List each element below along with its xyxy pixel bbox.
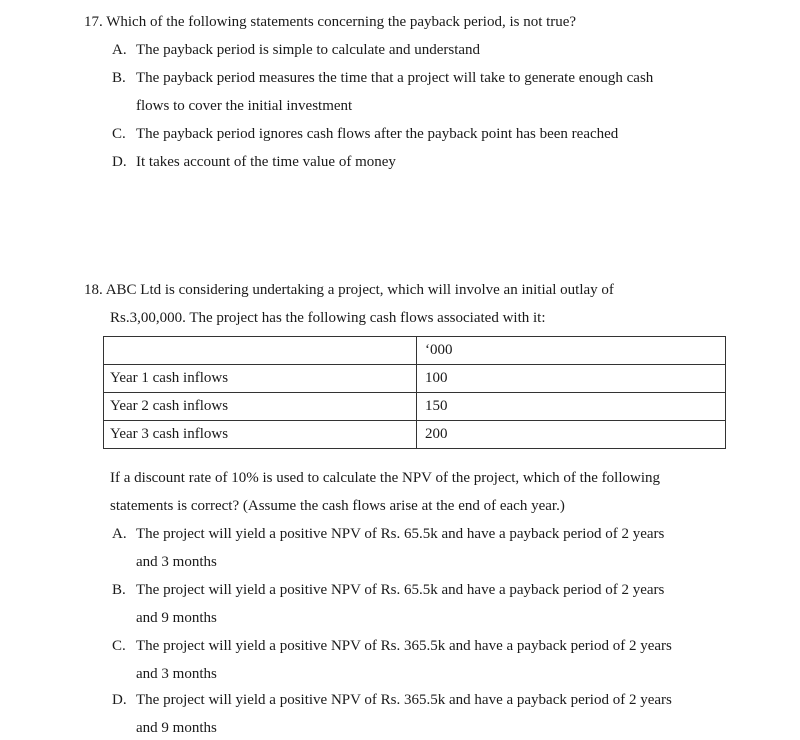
q18-option-c-text-line2: and 3 months bbox=[136, 666, 217, 682]
table-row-value: 100 bbox=[417, 365, 726, 393]
q17-option-b-text-line1: The payback period measures the time that a project will take to generate enough cash bbox=[136, 70, 654, 86]
table-header-unit: ‘000 bbox=[417, 337, 726, 365]
q18-option-b-letter: B. bbox=[112, 582, 126, 598]
q17-option-b-letter: B. bbox=[112, 70, 126, 86]
q18-option-a-text-line1: The project will yield a positive NPV of Rs. 65.5k and have a payback period of 2 years bbox=[136, 526, 665, 542]
q18-question-line1 bbox=[84, 281, 614, 299]
q17-question-text: Which of the following statements concerning the payback period, is not true? bbox=[106, 14, 577, 30]
table-row-value: 200 bbox=[417, 421, 726, 449]
q18-option-d-letter: D. bbox=[112, 692, 127, 708]
q18-question-text-1: ABC Ltd is considering undertaking a project, which will involve an initial outlay of bbox=[105, 282, 614, 298]
q18-followup-line2: statements is correct? (Assume the cash flows arise at the end of each year.) bbox=[110, 498, 565, 514]
q17-option-c-text: The payback period ignores cash flows after the payback point has been reached bbox=[136, 126, 619, 142]
table-row-label: Year 1 cash inflows bbox=[104, 365, 417, 393]
table-row-label: Year 3 cash inflows bbox=[104, 421, 417, 449]
table-header-cell bbox=[104, 337, 417, 365]
cash-flow-table bbox=[103, 336, 726, 449]
q18-option-b-text-line2: and 9 months bbox=[136, 610, 217, 626]
q17-question-line bbox=[84, 13, 576, 31]
q17-number: 17. bbox=[84, 14, 103, 30]
table-row bbox=[104, 421, 726, 449]
table-row bbox=[104, 365, 726, 393]
q18-option-c-text-line1: The project will yield a positive NPV of Rs. 365.5k and have a payback period of 2 years bbox=[136, 638, 672, 654]
q18-question-line2: Rs.3,00,000. The project has the following cash flows associated with it: bbox=[110, 310, 546, 326]
table-row-label: Year 2 cash inflows bbox=[104, 393, 417, 421]
q17-option-d-text: It takes account of the time value of money bbox=[136, 154, 396, 170]
q18-option-c-letter: C. bbox=[112, 638, 126, 654]
q17-option-a-letter: A. bbox=[112, 42, 127, 58]
q18-number: 18. bbox=[84, 282, 103, 298]
table-header-row bbox=[104, 337, 726, 365]
q17-option-d-letter: D. bbox=[112, 154, 127, 170]
q17-option-a-text: The payback period is simple to calculate and understand bbox=[136, 42, 481, 58]
q18-option-a-letter: A. bbox=[112, 526, 127, 542]
q18-followup-line1: If a discount rate of 10% is used to calculate the NPV of the project, which of the following bbox=[110, 470, 660, 486]
q18-option-d-text-line2: and 9 months bbox=[136, 720, 217, 736]
q18-option-a-text-line2: and 3 months bbox=[136, 554, 217, 570]
q18-option-b-text-line1: The project will yield a positive NPV of Rs. 65.5k and have a payback period of 2 years bbox=[136, 582, 665, 598]
q18-option-d-text-line1: The project will yield a positive NPV of Rs. 365.5k and have a payback period of 2 years bbox=[136, 692, 672, 708]
q17-option-b-text-line2: flows to cover the initial investment bbox=[136, 98, 353, 114]
q17-option-c-letter: C. bbox=[112, 126, 126, 142]
table-row-value: 150 bbox=[417, 393, 726, 421]
table-row bbox=[104, 393, 726, 421]
